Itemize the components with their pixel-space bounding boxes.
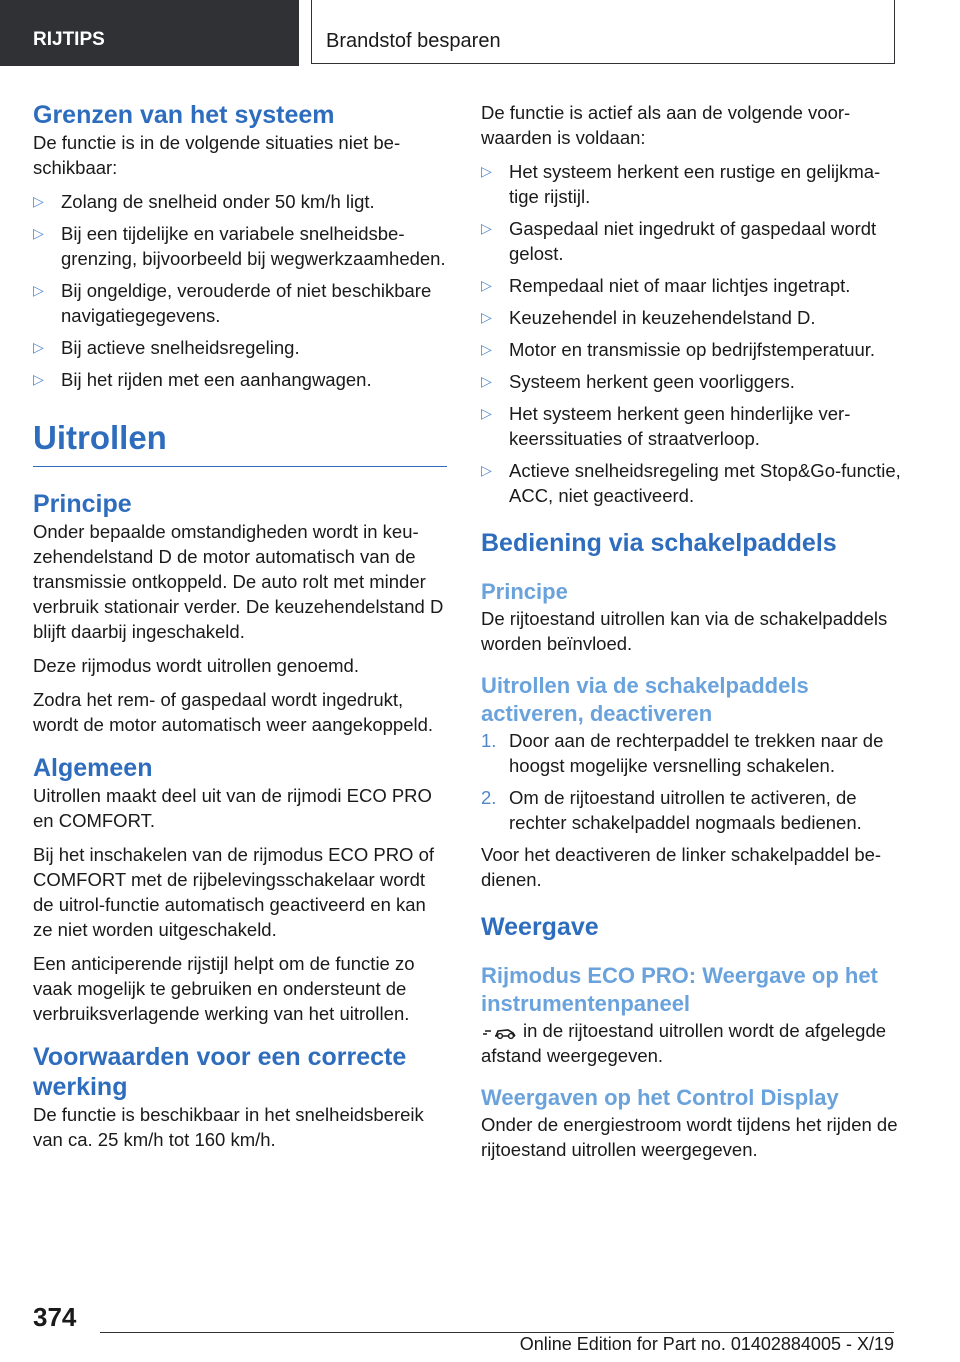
principe-para-3: Zodra het rem- of gaspedaal wordt ingedrukt, wordt de motor automatisch weer aangekoppeld. xyxy=(33,689,434,735)
voorwaarden-para: De functie is beschikbaar in het snelheidsbereik van ca. 25 km/h tot 160 km/h. xyxy=(33,1104,424,1150)
algemeen-para-3: Een anticiperende rijstijl helpt om de functie zo vaak mogelijk te gebruiken en ondersteunt de verbruiksverlagende werking van het uitrollen. xyxy=(33,953,415,1024)
triangle-bullet-icon: ▷ xyxy=(33,193,44,209)
list-item: ▷ Bij een tijdelijke en variabele snelheidsbegrenzing, bijvoorbeeld bij wegwerkzaamheden. xyxy=(33,223,446,269)
page-header xyxy=(0,0,960,66)
list-item: ▷ Gaspedaal niet ingedrukt of gaspedaal wordt gelost. xyxy=(481,218,877,264)
triangle-bullet-icon: ▷ xyxy=(481,341,492,357)
left-column xyxy=(33,100,447,1161)
triangle-bullet-icon: ▷ xyxy=(481,373,492,389)
list-item: ▷ Het systeem herkent geen hinderlijke verkeerssituaties of straatverloop. xyxy=(481,403,851,449)
list-item: ▷ Zolang de snelheid onder 50 km/h ligt. xyxy=(33,191,375,212)
principe-para-2: Deze rijmodus wordt uitrollen genoemd. xyxy=(33,655,359,676)
footer-edition: Online Edition for Part no. 01402884005 - X/19 xyxy=(519,1334,894,1354)
heading-grenzen: Grenzen van het systeem xyxy=(33,101,335,129)
heading-control: Weergaven op het Control Display xyxy=(481,1085,839,1110)
step-number: 2. xyxy=(481,787,497,808)
triangle-bullet-icon: ▷ xyxy=(33,371,44,387)
list-item: ▷ Rempedaal niet of maar lichtjes ingetrapt. xyxy=(481,275,851,296)
control-para: Onder de energiestroom wordt tijdens het rijden de rijtoestand uitrollen weergegeven. xyxy=(481,1114,898,1160)
grenzen-list xyxy=(33,189,447,392)
principe-para-1: Onder bepaalde omstandigheden wordt in keuzehendelstand D de motor automatisch van de transmissie ontkoppeld. De auto rolt met minder verbruik stationair verder. De keuzehendelstand D blijft daarbij ingeschakeld. xyxy=(33,521,444,642)
heading-algemeen: Algemeen xyxy=(33,754,153,782)
grenzen-intro: De functie is in de volgende situaties niet beschikbaar: xyxy=(33,132,401,178)
triangle-bullet-icon: ▷ xyxy=(481,163,492,179)
list-item: ▷ Het systeem herkent een rustige en gelijkmatige rijstijl. xyxy=(481,161,881,207)
list-item: ▷ Bij ongeldige, verouderde of niet beschikbare navigatiegegevens. xyxy=(33,280,432,326)
triangle-bullet-icon: ▷ xyxy=(481,405,492,421)
principe-right-para: De rijtoestand uitrollen kan via de schakelpaddels worden beïnvloed. xyxy=(481,608,888,654)
eco-para: in de rijtoestand uitrollen wordt de afgelegde afstand weergegeven. xyxy=(481,1020,887,1066)
triangle-bullet-icon: ▷ xyxy=(481,220,492,236)
heading-uitrollen: Uitrollen xyxy=(33,418,447,467)
heading-principe-right: Principe xyxy=(481,579,568,604)
chapter-title: Brandstof besparen xyxy=(311,0,895,64)
right-column xyxy=(481,100,901,1171)
section-tab: RIJTIPS xyxy=(0,0,299,66)
list-item: ▷ Keuzehendel in keuzehendelstand D. xyxy=(481,307,816,328)
triangle-bullet-icon: ▷ xyxy=(33,225,44,241)
step-number: 1. xyxy=(481,730,497,751)
heading-weergave: Weergave xyxy=(481,913,599,941)
actief-list xyxy=(481,159,901,508)
algemeen-para-1: Uitrollen maakt deel uit van de rijmodi ECO PRO en COMFORT. xyxy=(33,785,432,831)
list-item: ▷ Motor en transmissie op bedrijfstemperatuur. xyxy=(481,339,876,360)
heading-voorwaarden: Voorwaarden voor een correcte werking xyxy=(33,1043,407,1101)
algemeen-para-2: Bij het inschakelen van de rijmodus ECO PRO of COMFORT met de rijbelevingsschakelaar wordt de uitrol-functie automatisch geactiveerd en kan ze niet worden uitgeschakeld. xyxy=(33,844,435,940)
list-item: ▷ Actieve snelheidsregeling met Stop&Go-functie, ACC, niet geactiveerd. xyxy=(481,460,901,506)
heading-eco: Rijmodus ECO PRO: Weergave op het instrumentenpaneel xyxy=(481,963,878,1016)
page-number: 374 xyxy=(33,1302,77,1332)
heading-principe: Principe xyxy=(33,490,132,518)
triangle-bullet-icon: ▷ xyxy=(33,339,44,355)
steps-list xyxy=(481,728,901,835)
list-item: 1. Door aan de rechterpaddel te trekken naar de hoogst mogelijke versnelling schakelen. xyxy=(481,730,884,776)
deactivate-para: Voor het deactiveren de linker schakelpaddel bedienen. xyxy=(481,844,882,890)
heading-bediening: Bediening via schakelpaddels xyxy=(481,529,837,557)
footer-divider xyxy=(100,1332,894,1333)
list-item: 2. Om de rijtoestand uitrollen te activeren, de rechter schakelpaddel nogmaals bedienen. xyxy=(481,787,862,833)
list-item: ▷ Systeem herkent geen voorliggers. xyxy=(481,371,795,392)
heading-activeren: Uitrollen via de schakelpaddels activeren, deactiveren xyxy=(481,673,809,726)
triangle-bullet-icon: ▷ xyxy=(481,309,492,325)
triangle-bullet-icon: ▷ xyxy=(33,282,44,298)
list-item: ▷ Bij het rijden met een aanhangwagen. xyxy=(33,369,372,390)
actief-intro: De functie is actief als aan de volgende voorwaarden is voldaan: xyxy=(481,102,851,148)
car-coasting-icon xyxy=(481,1022,517,1040)
triangle-bullet-icon: ▷ xyxy=(481,462,492,478)
list-item: ▷ Bij actieve snelheidsregeling. xyxy=(33,337,300,358)
triangle-bullet-icon: ▷ xyxy=(481,277,492,293)
